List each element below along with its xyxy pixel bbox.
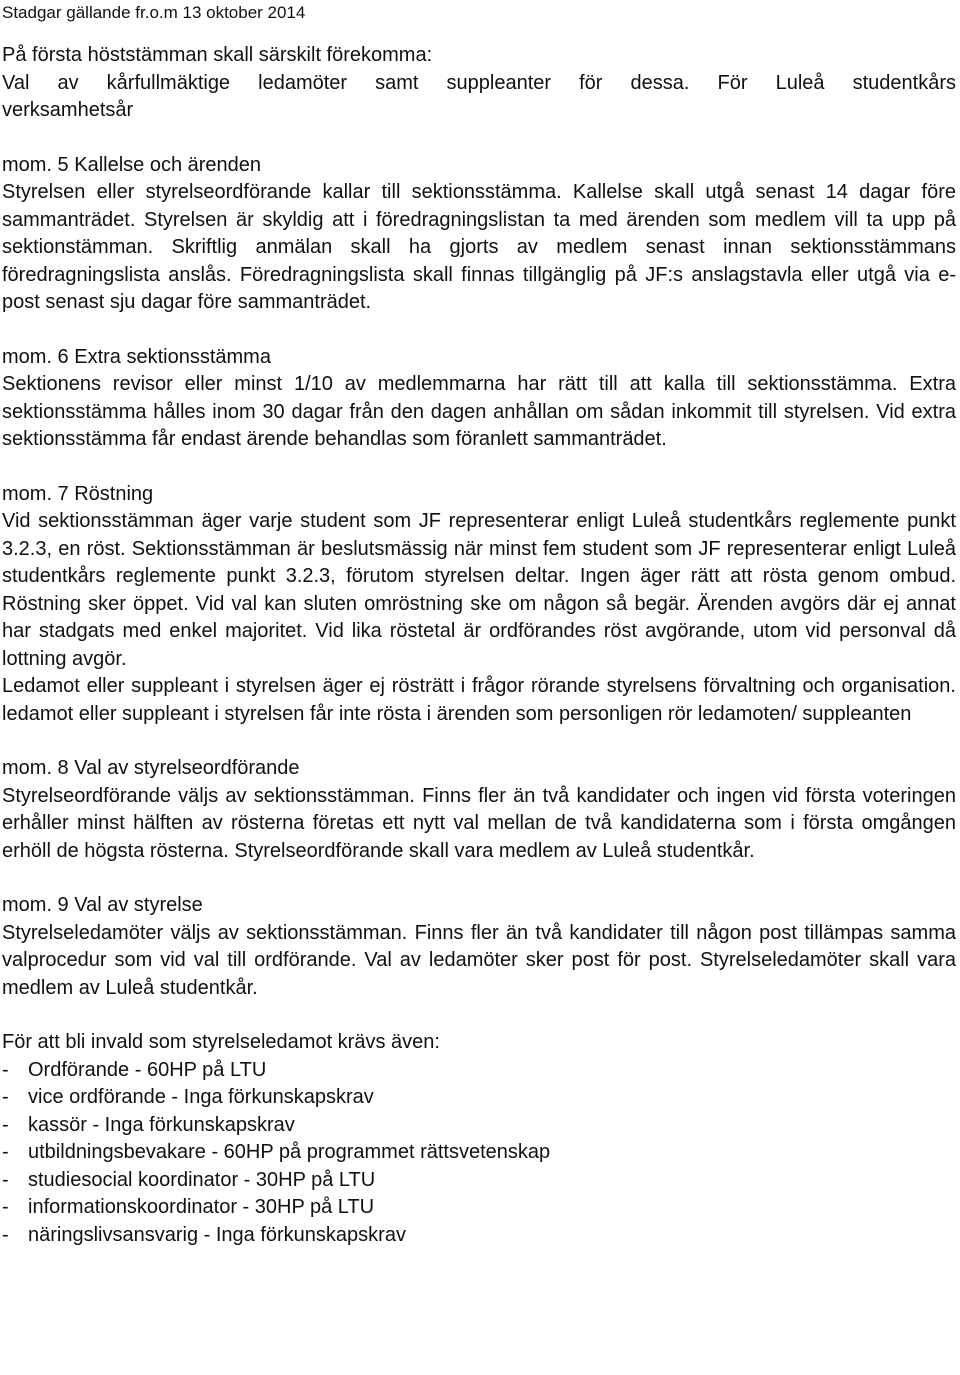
intro-line-1: På första höststämman skall särskilt förekomma: <box>2 44 433 66</box>
document-page <box>2 0 956 1375</box>
list-item-text: kassör - Inga förkunskapskrav <box>28 1113 295 1136</box>
list-item-text: informationskoordinator - 30HP på LTU <box>28 1196 375 1218</box>
section-mom5 <box>2 152 956 317</box>
spacer <box>2 454 956 481</box>
dash-bullet: - <box>2 1113 9 1136</box>
list-item <box>2 1084 956 1112</box>
spacer <box>2 728 956 755</box>
intro-line-3: verksamhetsår <box>2 99 134 121</box>
section-heading: mom. 9 Val av styrelse <box>2 894 203 916</box>
requirements-intro: För att bli invald som styrelseledamot krävs även: <box>2 1031 440 1053</box>
intro-line-2: Val av kårfullmäktige ledamöter samt suppleanter för dessa. För Luleå studentkårs <box>2 71 956 94</box>
section-body: Vid sektionsstämman äger varje student som JF representerar enligt Luleå studentkårs reglemente punkt 3.2.3, en röst. Sektionsstämman är beslutsmässig när minst fem student som JF representerar enligt Luleå studentkårs reglemente punkt 3.2.3, förutom styrelsen deltar. Ingen äger rätt att rösta genom ombud. Röstning sker öppet. Vid val kan sluten omröstning ske om någon så begär. Ärenden avgörs där ej annat har stadgats med enkel majoritet. Vid lika röstetal är ordförandes röst avgörande, utom vid personval då lottning avgör. <box>2 510 956 670</box>
section-body: Styrelseordförande väljs av sektionsstämman. Finns fler än två kandidater och ingen vid första voteringen erhåller minst hälften av rösterna företas ett nytt val mellan de två kandidaterna som i första omgången erhöll de högsta rösterna. Styrelseordförande skall vara medlem av Luleå studentkår. <box>2 784 956 862</box>
spacer <box>2 865 956 892</box>
section-heading: mom. 6 Extra sektionsstämma <box>2 345 271 368</box>
section-body: Styrelseledamöter väljs av sektionsstämman. Finns fler än två kandidater till någon post tillämpas samma valprocedur som vid val till ordförande. Val av ledamöter sker post för post. Styrelseledamöter skall vara medlem av Luleå studentkår. <box>2 921 956 999</box>
list-item-text: studiesocial koordinator - 30HP på LTU <box>28 1168 376 1191</box>
spacer <box>2 1002 956 1029</box>
section-mom7 <box>2 481 956 729</box>
list-item <box>2 1194 956 1222</box>
list-item <box>2 1222 956 1250</box>
list-item-text: Ordförande - 60HP på LTU <box>28 1058 267 1081</box>
dash-bullet: - <box>2 1223 9 1246</box>
intro-block <box>2 42 956 125</box>
dash-bullet: - <box>2 1196 9 1218</box>
list-item <box>2 1139 956 1167</box>
spacer <box>2 125 956 152</box>
spacer <box>2 317 956 344</box>
list-item-text: vice ordförande - Inga förkunskapskrav <box>28 1086 374 1108</box>
list-item <box>2 1057 956 1085</box>
section-body: Styrelsen eller styrelseordförande kallar till sektionsstämma. Kallelse skall utgå senast 14 dagar före sammanträdet. Styrelsen är skyldig att i föredragningslistan ta med ärenden som medlem vill ta upp på sektionstämman. Skriftlig anmälan skall ha gjorts av medlem senast innan sektionsstämmans föredragningslista anslås. Föredragningslista skall finnas tillgänglig på JF:s anslagstavla eller utgå via e-post senast sju dagar före sammanträdet. <box>2 181 956 313</box>
section-mom9 <box>2 892 956 1002</box>
section-heading: mom. 5 Kallelse och ärenden <box>2 153 262 176</box>
list-item <box>2 1167 956 1195</box>
dash-bullet: - <box>2 1168 9 1191</box>
section-body: Sektionens revisor eller minst 1/10 av medlemmarna har rätt till att kalla till sektionsstämma. Extra sektionsstämma hålles inom 30 dagar från den dagen anhållan om sådan inkommit till styrelsen. Vid extra sektionsstämma får endast ärende behandlas som föranlett sammanträdet. <box>2 373 956 450</box>
dash-bullet: - <box>2 1058 9 1081</box>
dash-bullet: - <box>2 1141 9 1163</box>
section-mom8 <box>2 755 956 865</box>
requirements-list <box>2 1057 956 1250</box>
list-item-text: näringslivsansvarig - Inga förkunskapskrav <box>28 1223 406 1246</box>
requirements-section <box>2 1029 956 1249</box>
dash-bullet: - <box>2 1086 9 1108</box>
section-heading: mom. 7 Röstning <box>2 482 154 505</box>
list-item-text: utbildningsbevakare - 60HP på programmet rättsvetenskap <box>28 1141 551 1163</box>
section-mom6 <box>2 344 956 454</box>
page-header: Stadgar gällande fr.o.m 13 oktober 2014 <box>2 3 306 22</box>
section-body-2: Ledamot eller suppleant i styrelsen äger ej rösträtt i frågor rörande styrelsens förvaltning och organisation. ledamot eller suppleant i styrelsen får inte rösta i ärenden som personligen rör ledamoten/ suppleanten <box>2 675 956 725</box>
list-item <box>2 1112 956 1140</box>
section-heading: mom. 8 Val av styrelseordförande <box>2 757 300 779</box>
